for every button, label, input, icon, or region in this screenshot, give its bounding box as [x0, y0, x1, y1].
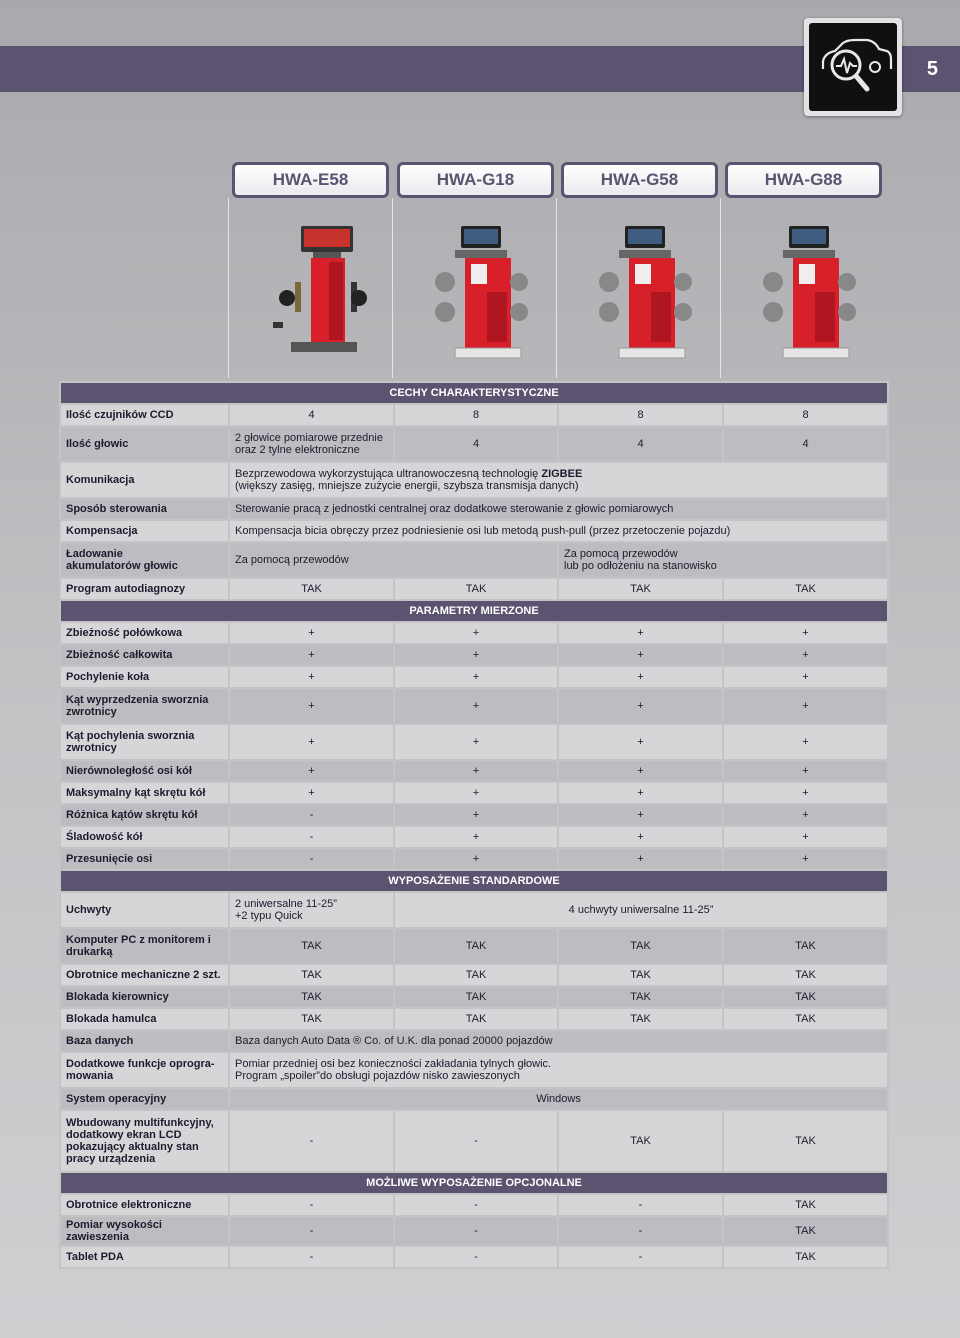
table-row: Tablet PDA - - - TAK	[60, 1246, 888, 1268]
table-row: Pomiar wysokości zawieszenia - - - TAK	[60, 1216, 888, 1246]
table-row: Ładowanie akumulatorów głowic Za pomocą przewodów Za pomocą przewodów lub po odłożeniu na stanowisko	[60, 542, 888, 578]
page-number: 5	[926, 58, 938, 80]
table-row: Zbieżność połówkowa + + + +	[60, 622, 888, 644]
table-row: Pochylenie koła + + + +	[60, 666, 888, 688]
table-row: Program autodiagnozy TAK TAK TAK TAK	[60, 578, 888, 600]
table-row: Komputer PC z monitorem i drukarką TAK TAK TAK TAK	[60, 928, 888, 964]
model-tab-hwa-e58[interactable]: HWA-E58	[232, 162, 389, 198]
section-header-standard: WYPOSAŻENIE STANDARDOWE	[60, 870, 888, 892]
table-row: Dodatkowe funkcje oprogra- mowania Pomiar przedniej osi bez konieczności zakładania tylnych głowic. Program „spoiler”do obsługi pojazdów nisko zawieszonych	[60, 1052, 888, 1088]
table-row: Przesunięcie osi - + + +	[60, 848, 888, 870]
table-row: System operacyjny Windows	[60, 1088, 888, 1110]
model-tab-hwa-g88[interactable]: HWA-G88	[725, 162, 882, 198]
table-row: Kąt wyprzedzenia sworznia zwrotnicy + + + +	[60, 688, 888, 724]
table-row: Blokada hamulca TAK TAK TAK TAK	[60, 1008, 888, 1030]
table-row: Komunikacja Bezprzewodowa wykorzystująca ultranowoczesną technologię ZIGBEE (większy zasięg, mniejsze zużycie energii, szybsza transmisja danych)	[60, 462, 888, 498]
table-row: Ilość czujników CCD 4 8 8 8	[60, 404, 888, 426]
table-row: Maksymalny kąt skrętu kół + + + +	[60, 782, 888, 804]
table-row: Kąt pochylenia sworznia zwrotnicy + + + +	[60, 724, 888, 760]
section-header-optional: MOŻLIWE WYPOSAŻENIE OPCJONALNE	[60, 1172, 888, 1194]
logo-badge	[804, 18, 902, 116]
table-row: Ilość głowic 2 głowice pomiarowe przednie oraz 2 tylne elektroniczne 4 4 4	[60, 426, 888, 462]
table-row: Baza danych Baza danych Auto Data ® Co. of U.K. dla ponad 20000 pojazdów	[60, 1030, 888, 1052]
model-tab-hwa-g58[interactable]: HWA-G58	[561, 162, 718, 198]
section-header-features: CECHY CHARAKTERYSTYCZNE	[60, 382, 888, 404]
table-row: Sposób sterowania Sterowanie pracą z jednostki centralnej oraz dodatkowe sterowanie z głowic pomiarowych	[60, 498, 888, 520]
table-row: Nierównoległość osi kół + + + +	[60, 760, 888, 782]
table-row: Śladowość kół - + + +	[60, 826, 888, 848]
table-row: Zbieżność całkowita + + + +	[60, 644, 888, 666]
product-image-hwa-g58	[556, 198, 720, 378]
table-row: Kompensacja Kompensacja bicia obręczy przez podniesienie osi lub metodą push-pull (przez przetoczenie pojazdu)	[60, 520, 888, 542]
section-header-measured: PARAMETRY MIERZONE	[60, 600, 888, 622]
model-tab-hwa-g18[interactable]: HWA-G18	[397, 162, 554, 198]
spec-table	[59, 381, 889, 1269]
table-row: Blokada kierownicy TAK TAK TAK TAK	[60, 986, 888, 1008]
product-image-hwa-e58	[228, 198, 392, 378]
car-diagnostics-magnifier-icon	[809, 23, 897, 111]
table-row: Obrotnice mechaniczne 2 szt. TAK TAK TAK TAK	[60, 964, 888, 986]
product-image-hwa-g18	[392, 198, 556, 378]
product-image-hwa-g88	[720, 198, 884, 378]
table-row: Różnica kątów skrętu kół - + + +	[60, 804, 888, 826]
table-row: Obrotnice elektroniczne - - - TAK	[60, 1194, 888, 1216]
table-row: Wbudowany multifunkcyjny, dodatkowy ekran LCD pokazujący aktualny stan pracy urządzenia - - TAK TAK	[60, 1110, 888, 1172]
table-row: Uchwyty 2 uniwersalne 11-25” +2 typu Quick 4 uchwyty uniwersalne 11-25”	[60, 892, 888, 928]
